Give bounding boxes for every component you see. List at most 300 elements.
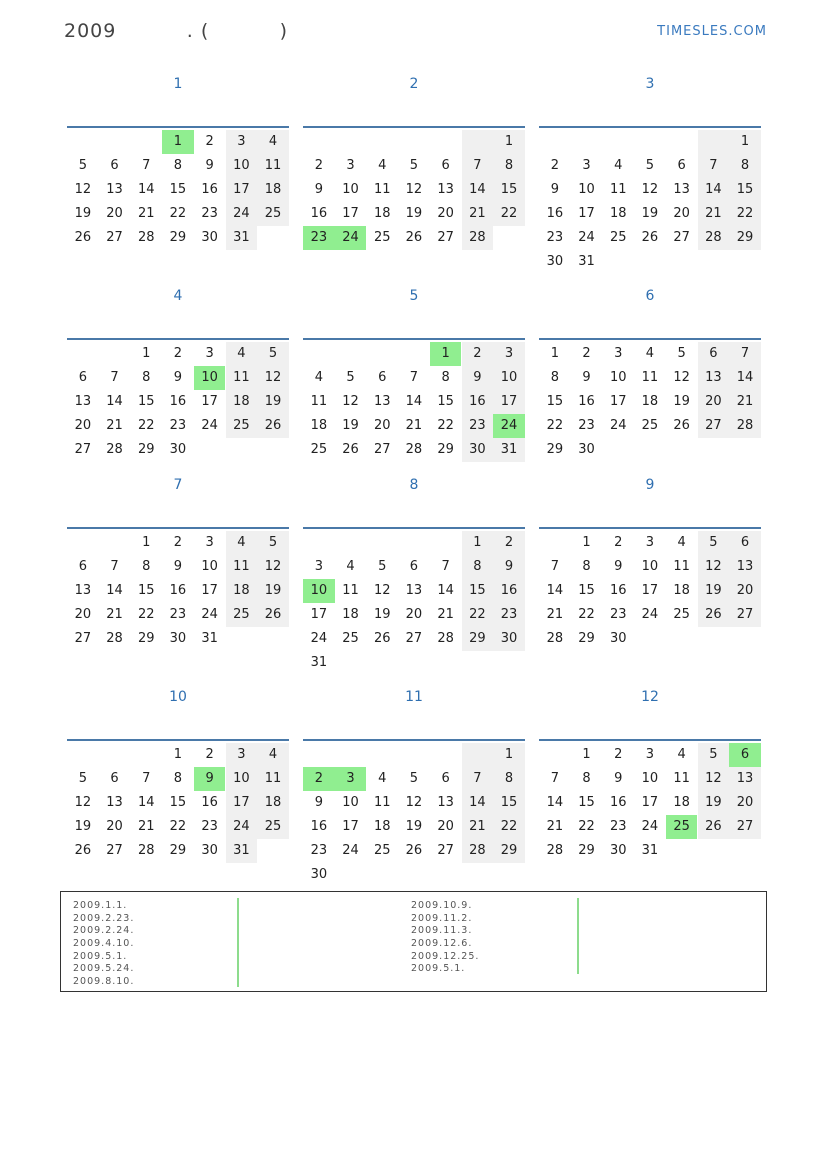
day-cell: 2 bbox=[462, 342, 494, 366]
day-cell: 29 bbox=[578, 631, 595, 646]
day-cell: 2 bbox=[205, 747, 214, 762]
month-name: 5 bbox=[409, 288, 419, 304]
day-cell: 8 bbox=[582, 559, 591, 574]
day-cell: 8 bbox=[441, 370, 450, 385]
day-cell: 16 bbox=[310, 206, 328, 221]
day-cell: 29 bbox=[462, 627, 494, 651]
day-cell: 18 bbox=[226, 390, 258, 414]
holiday-day-cell: 10 bbox=[194, 366, 226, 390]
day-cell: 17 bbox=[493, 390, 525, 414]
day-cell: 14 bbox=[698, 178, 730, 202]
day-cell: 5 bbox=[409, 158, 419, 173]
day-cell: 6 bbox=[698, 342, 730, 366]
day-cell: 16 bbox=[578, 394, 595, 409]
month-rule bbox=[303, 126, 525, 128]
day-cell: 17 bbox=[201, 583, 218, 598]
day-cell: 28 bbox=[462, 226, 494, 250]
day-cell: 28 bbox=[106, 442, 123, 457]
day-cell: 17 bbox=[226, 178, 258, 202]
day-cell: 8 bbox=[493, 154, 525, 178]
holiday-day-cell: 3 bbox=[335, 767, 367, 791]
day-cell: 19 bbox=[74, 819, 92, 834]
day-cell: 11 bbox=[342, 583, 359, 598]
day-cell: 13 bbox=[74, 394, 92, 409]
day-cell: 15 bbox=[437, 394, 454, 409]
day-cell: 11 bbox=[673, 771, 690, 786]
day-cell: 10 bbox=[342, 182, 359, 197]
day-cell: 21 bbox=[137, 206, 155, 221]
month-calendar bbox=[539, 687, 761, 858]
month-calendar bbox=[303, 286, 525, 457]
day-cell: 15 bbox=[729, 178, 761, 202]
legend-date: 2009.2.23. bbox=[73, 912, 135, 924]
day-cell: 12 bbox=[698, 555, 730, 579]
day-cell: 22 bbox=[729, 202, 761, 226]
day-cell: 19 bbox=[641, 206, 659, 221]
day-cell: 23 bbox=[310, 843, 328, 858]
day-cell: 8 bbox=[173, 771, 183, 786]
day-cell: 25 bbox=[373, 843, 391, 858]
day-cell: 4 bbox=[614, 158, 623, 173]
day-cell: 17 bbox=[609, 394, 627, 409]
legend-date: 2009.12.6. bbox=[411, 938, 473, 950]
day-cell: 29 bbox=[578, 843, 595, 858]
day-cell: 9 bbox=[173, 559, 183, 574]
day-cell: 26 bbox=[405, 843, 423, 858]
holiday-day-cell: 9 bbox=[194, 767, 226, 791]
day-cell: 17 bbox=[201, 394, 218, 409]
empty-weekend-cell bbox=[462, 130, 494, 154]
month-rule bbox=[67, 126, 289, 128]
day-cell: 1 bbox=[173, 747, 183, 762]
day-cell: 1 bbox=[582, 747, 591, 762]
day-cell: 11 bbox=[226, 555, 258, 579]
day-cell: 11 bbox=[673, 559, 690, 574]
month-name: 1 bbox=[173, 76, 183, 92]
holiday-day-cell: 24 bbox=[335, 226, 367, 250]
day-cell: 26 bbox=[74, 230, 92, 245]
day-cell: 24 bbox=[226, 815, 258, 839]
day-cell: 12 bbox=[641, 182, 659, 197]
day-cell: 30 bbox=[546, 254, 564, 269]
legend-date: 2009.4.10. bbox=[73, 938, 135, 950]
day-cell: 3 bbox=[346, 158, 355, 173]
day-cell: 13 bbox=[673, 182, 690, 197]
day-cell: 1 bbox=[582, 535, 591, 550]
month-calendar bbox=[67, 687, 289, 858]
day-cell: 3 bbox=[205, 535, 214, 550]
day-cell: 21 bbox=[106, 607, 123, 622]
day-cell: 11 bbox=[257, 767, 289, 791]
month-name: 7 bbox=[173, 477, 183, 493]
day-cell: 4 bbox=[226, 531, 258, 555]
day-cell: 7 bbox=[462, 767, 494, 791]
day-cell: 17 bbox=[226, 791, 258, 815]
day-cell: 1 bbox=[142, 346, 151, 361]
day-cell: 19 bbox=[405, 819, 423, 834]
day-cell: 22 bbox=[546, 418, 564, 433]
day-cell: 16 bbox=[609, 583, 627, 598]
day-cell: 23 bbox=[169, 418, 187, 433]
day-cell: 20 bbox=[673, 206, 690, 221]
day-cell: 24 bbox=[310, 631, 328, 646]
day-cell: 13 bbox=[74, 583, 92, 598]
day-cell: 14 bbox=[462, 178, 494, 202]
day-cell: 28 bbox=[437, 631, 454, 646]
month-name: 11 bbox=[405, 689, 423, 705]
month-calendar bbox=[539, 475, 761, 646]
day-cell: 15 bbox=[169, 795, 187, 810]
day-cell: 26 bbox=[257, 414, 289, 438]
day-cell: 18 bbox=[673, 795, 690, 810]
day-cell: 4 bbox=[314, 370, 323, 385]
day-cell: 1 bbox=[493, 130, 525, 154]
empty-weekend-cell bbox=[698, 130, 730, 154]
day-cell: 19 bbox=[373, 607, 391, 622]
legend-date: 2009.5.1. bbox=[411, 963, 466, 975]
holiday-day-cell: 2 bbox=[303, 767, 335, 791]
legend-date: 2009.10.9. bbox=[411, 900, 473, 911]
day-cell: 7 bbox=[698, 154, 730, 178]
day-cell: 3 bbox=[493, 342, 525, 366]
day-cell: 5 bbox=[78, 771, 87, 786]
day-cell: 6 bbox=[378, 370, 387, 385]
day-cell: 2 bbox=[314, 158, 323, 173]
day-cell: 4 bbox=[346, 559, 355, 574]
day-cell: 26 bbox=[405, 230, 423, 245]
empty-weekend-cell bbox=[462, 743, 494, 767]
day-cell: 25 bbox=[609, 230, 627, 245]
day-cell: 14 bbox=[137, 182, 155, 197]
day-cell: 12 bbox=[698, 767, 730, 791]
day-cell: 1 bbox=[550, 346, 559, 361]
month-calendar bbox=[303, 74, 525, 245]
day-cell: 18 bbox=[257, 178, 289, 202]
day-cell: 20 bbox=[106, 206, 123, 221]
day-cell: 9 bbox=[614, 771, 623, 786]
month-calendar bbox=[303, 687, 525, 882]
day-cell: 2 bbox=[614, 747, 623, 762]
day-cell: 18 bbox=[373, 206, 391, 221]
day-cell: 13 bbox=[106, 795, 123, 810]
day-cell: 2 bbox=[493, 531, 525, 555]
day-cell: 24 bbox=[342, 843, 359, 858]
day-cell: 3 bbox=[226, 130, 258, 154]
day-cell: 6 bbox=[110, 771, 119, 786]
day-cell: 22 bbox=[493, 815, 525, 839]
month-name: 4 bbox=[173, 288, 183, 304]
day-cell: 10 bbox=[641, 771, 659, 786]
day-cell: 6 bbox=[110, 158, 119, 173]
day-cell: 28 bbox=[106, 631, 123, 646]
day-cell: 2 bbox=[614, 535, 623, 550]
month-calendar bbox=[67, 286, 289, 457]
day-cell: 7 bbox=[729, 342, 761, 366]
day-cell: 23 bbox=[169, 607, 187, 622]
day-cell: 22 bbox=[169, 206, 187, 221]
day-cell: 17 bbox=[641, 795, 659, 810]
month-calendar bbox=[539, 74, 761, 269]
day-cell: 30 bbox=[201, 843, 218, 858]
day-cell: 27 bbox=[74, 442, 92, 457]
month-rule bbox=[303, 739, 525, 741]
day-cell: 18 bbox=[257, 791, 289, 815]
day-cell: 9 bbox=[173, 370, 183, 385]
day-cell: 14 bbox=[546, 583, 564, 598]
day-cell: 27 bbox=[729, 603, 761, 627]
day-cell: 4 bbox=[257, 130, 289, 154]
day-cell: 21 bbox=[698, 202, 730, 226]
day-cell: 20 bbox=[729, 579, 761, 603]
day-cell: 27 bbox=[673, 230, 690, 245]
day-cell: 11 bbox=[609, 182, 627, 197]
day-cell: 29 bbox=[493, 839, 525, 863]
day-cell: 4 bbox=[257, 743, 289, 767]
month-rule bbox=[67, 739, 289, 741]
month-name: 8 bbox=[409, 477, 419, 493]
day-cell: 6 bbox=[677, 158, 686, 173]
day-cell: 30 bbox=[169, 631, 187, 646]
month-name: 9 bbox=[645, 477, 655, 493]
day-cell: 13 bbox=[729, 767, 761, 791]
day-cell: 25 bbox=[342, 631, 359, 646]
day-cell: 3 bbox=[614, 346, 623, 361]
day-cell: 3 bbox=[645, 535, 655, 550]
day-cell: 20 bbox=[106, 819, 123, 834]
day-cell: 18 bbox=[310, 418, 328, 433]
day-cell: 20 bbox=[437, 206, 454, 221]
day-cell: 14 bbox=[106, 394, 123, 409]
day-cell: 27 bbox=[74, 631, 92, 646]
day-cell: 25 bbox=[373, 230, 391, 245]
day-cell: 3 bbox=[645, 747, 655, 762]
day-cell: 12 bbox=[405, 182, 423, 197]
day-cell: 30 bbox=[462, 438, 494, 462]
day-cell: 27 bbox=[698, 414, 730, 438]
day-cell: 28 bbox=[137, 230, 155, 245]
day-cell: 13 bbox=[698, 366, 730, 390]
day-cell: 21 bbox=[462, 202, 494, 226]
day-cell: 7 bbox=[142, 158, 151, 173]
month-calendar bbox=[539, 286, 761, 457]
day-cell: 22 bbox=[169, 819, 187, 834]
day-cell: 29 bbox=[437, 442, 454, 457]
day-cell: 1 bbox=[493, 743, 525, 767]
day-cell: 12 bbox=[673, 370, 690, 385]
day-cell: 3 bbox=[314, 559, 323, 574]
day-cell: 23 bbox=[609, 607, 627, 622]
day-cell: 11 bbox=[226, 366, 258, 390]
day-cell: 10 bbox=[226, 767, 258, 791]
day-cell: 24 bbox=[201, 418, 218, 433]
day-cell: 29 bbox=[546, 442, 564, 457]
day-cell: 26 bbox=[641, 230, 659, 245]
day-cell: 8 bbox=[729, 154, 761, 178]
day-cell: 5 bbox=[698, 743, 730, 767]
day-cell: 20 bbox=[373, 418, 391, 433]
day-cell: 19 bbox=[673, 394, 690, 409]
day-cell: 20 bbox=[74, 418, 92, 433]
day-cell: 6 bbox=[409, 559, 419, 574]
day-cell: 11 bbox=[310, 394, 328, 409]
month-name: 6 bbox=[645, 288, 655, 304]
legend-right-column bbox=[411, 900, 479, 976]
day-cell: 28 bbox=[546, 843, 564, 858]
day-cell: 3 bbox=[205, 346, 214, 361]
holiday-day-cell: 24 bbox=[493, 414, 525, 438]
day-cell: 6 bbox=[78, 559, 87, 574]
day-cell: 29 bbox=[169, 230, 187, 245]
day-cell: 9 bbox=[614, 559, 623, 574]
day-cell: 25 bbox=[641, 418, 659, 433]
day-cell: 10 bbox=[641, 559, 659, 574]
day-cell: 31 bbox=[226, 839, 258, 863]
day-cell: 24 bbox=[609, 418, 627, 433]
day-cell: 1 bbox=[142, 535, 151, 550]
day-cell: 7 bbox=[110, 559, 119, 574]
day-cell: 13 bbox=[729, 555, 761, 579]
day-cell: 11 bbox=[257, 154, 289, 178]
day-cell: 31 bbox=[201, 631, 218, 646]
day-cell: 4 bbox=[226, 342, 258, 366]
day-cell: 22 bbox=[578, 607, 595, 622]
day-cell: 5 bbox=[645, 158, 655, 173]
day-cell: 20 bbox=[405, 607, 423, 622]
day-cell: 6 bbox=[441, 771, 450, 786]
day-cell: 30 bbox=[310, 867, 328, 882]
day-cell: 19 bbox=[257, 579, 289, 603]
day-cell: 9 bbox=[205, 158, 214, 173]
day-cell: 11 bbox=[641, 370, 659, 385]
holiday-day-cell: 10 bbox=[303, 579, 335, 603]
day-cell: 31 bbox=[641, 843, 659, 858]
day-cell: 25 bbox=[257, 815, 289, 839]
day-cell: 12 bbox=[74, 182, 92, 197]
day-cell: 12 bbox=[405, 795, 423, 810]
day-cell: 16 bbox=[546, 206, 564, 221]
day-cell: 15 bbox=[546, 394, 564, 409]
day-cell: 22 bbox=[462, 603, 494, 627]
day-cell: 8 bbox=[142, 370, 151, 385]
day-cell: 21 bbox=[106, 418, 123, 433]
day-cell: 15 bbox=[462, 579, 494, 603]
day-cell: 22 bbox=[437, 418, 454, 433]
day-cell: 24 bbox=[578, 230, 595, 245]
day-cell: 10 bbox=[226, 154, 258, 178]
day-cell: 19 bbox=[257, 390, 289, 414]
day-cell: 21 bbox=[437, 607, 454, 622]
day-cell: 19 bbox=[698, 579, 730, 603]
day-cell: 1 bbox=[729, 130, 761, 154]
legend-date: 2009.11.3. bbox=[411, 925, 473, 937]
holiday-day-cell: 6 bbox=[729, 743, 761, 767]
day-cell: 12 bbox=[373, 583, 391, 598]
day-cell: 16 bbox=[493, 579, 525, 603]
day-cell: 15 bbox=[169, 182, 187, 197]
day-cell: 28 bbox=[137, 843, 155, 858]
day-cell: 5 bbox=[257, 342, 289, 366]
day-cell: 9 bbox=[314, 182, 323, 197]
day-cell: 9 bbox=[550, 182, 559, 197]
day-cell: 27 bbox=[437, 230, 454, 245]
day-cell: 4 bbox=[378, 771, 387, 786]
day-cell: 17 bbox=[310, 607, 328, 622]
day-cell: 23 bbox=[578, 418, 595, 433]
day-cell: 12 bbox=[342, 394, 359, 409]
month-calendar bbox=[67, 475, 289, 646]
day-cell: 25 bbox=[257, 202, 289, 226]
day-cell: 23 bbox=[201, 819, 218, 834]
day-cell: 23 bbox=[201, 206, 218, 221]
month-rule bbox=[539, 739, 761, 741]
day-cell: 2 bbox=[582, 346, 591, 361]
month-name: 12 bbox=[641, 689, 659, 705]
day-cell: 22 bbox=[137, 418, 155, 433]
day-cell: 12 bbox=[74, 795, 92, 810]
day-cell: 25 bbox=[226, 603, 258, 627]
month-name: 3 bbox=[645, 76, 655, 92]
day-cell: 11 bbox=[373, 182, 391, 197]
day-cell: 27 bbox=[437, 843, 454, 858]
day-cell: 7 bbox=[441, 559, 450, 574]
day-cell: 4 bbox=[677, 535, 686, 550]
day-cell: 25 bbox=[226, 414, 258, 438]
legend-date: 2009.1.1. bbox=[73, 900, 128, 911]
day-cell: 10 bbox=[609, 370, 627, 385]
day-cell: 14 bbox=[546, 795, 564, 810]
legend-left-bar bbox=[237, 898, 239, 987]
day-cell: 7 bbox=[409, 370, 419, 385]
day-cell: 20 bbox=[437, 819, 454, 834]
month-rule bbox=[303, 527, 525, 529]
month-rule bbox=[67, 338, 289, 340]
holiday-legend bbox=[60, 891, 767, 992]
day-cell: 21 bbox=[462, 815, 494, 839]
day-cell: 6 bbox=[78, 370, 87, 385]
holiday-day-cell: 23 bbox=[303, 226, 335, 250]
day-cell: 19 bbox=[342, 418, 359, 433]
month-name: 2 bbox=[409, 76, 419, 92]
day-cell: 15 bbox=[493, 178, 525, 202]
day-cell: 7 bbox=[550, 771, 559, 786]
day-cell: 18 bbox=[673, 583, 690, 598]
day-cell: 27 bbox=[373, 442, 391, 457]
day-cell: 13 bbox=[437, 795, 454, 810]
day-cell: 7 bbox=[110, 370, 119, 385]
day-cell: 5 bbox=[378, 559, 387, 574]
day-cell: 20 bbox=[729, 791, 761, 815]
site-logo[interactable]: TIMESLES.COM bbox=[657, 24, 767, 39]
day-cell: 30 bbox=[493, 627, 525, 651]
day-cell: 13 bbox=[437, 182, 454, 197]
day-cell: 27 bbox=[106, 843, 123, 858]
day-cell: 16 bbox=[609, 795, 627, 810]
day-cell: 10 bbox=[342, 795, 359, 810]
day-cell: 14 bbox=[106, 583, 123, 598]
day-cell: 26 bbox=[673, 418, 690, 433]
month-rule bbox=[303, 338, 525, 340]
day-cell: 23 bbox=[609, 819, 627, 834]
day-cell: 21 bbox=[137, 819, 155, 834]
day-cell: 19 bbox=[74, 206, 92, 221]
day-cell: 31 bbox=[493, 438, 525, 462]
day-cell: 22 bbox=[493, 202, 525, 226]
day-cell: 8 bbox=[582, 771, 591, 786]
day-cell: 28 bbox=[546, 631, 564, 646]
day-cell: 5 bbox=[677, 346, 686, 361]
day-cell: 3 bbox=[582, 158, 591, 173]
day-cell: 3 bbox=[226, 743, 258, 767]
